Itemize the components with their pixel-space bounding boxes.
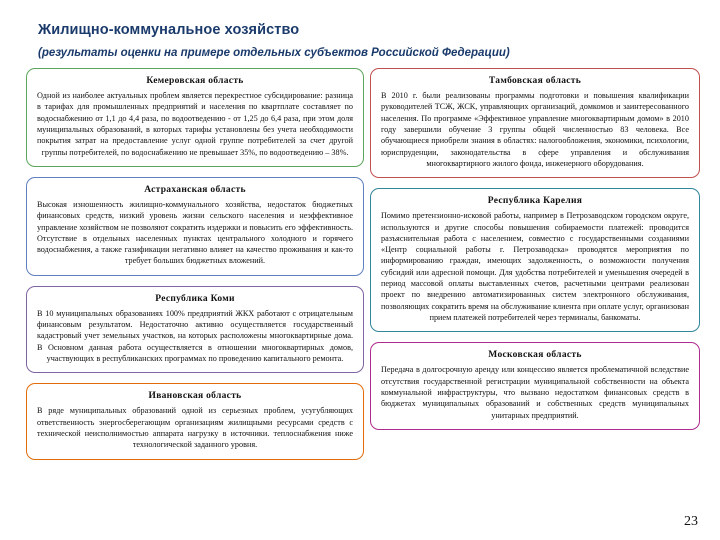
- page-title: Жилищно-коммунальное хозяйство: [38, 22, 300, 38]
- region-card-text: В 2010 г. были реализованы программы подготовки и повышения квалификации руководителей ТСЖ, ЖСК, управляющих организаций, домкомов и заинтересованного населения. По программе «Эффективное управление многоквартирным домом» в 2010 году завершили обучение 3 группы общей численностью 83 человека. Все обучающиеся приобрели знания в областях: налогообложения, экономики, психологии, юриспруденции, законодательства в сфере управления и обслуживания многоквартирного жилого фонда, инженерного оборудования.: [381, 91, 689, 168]
- region-card-title: Республика Коми: [155, 293, 235, 304]
- page-subtitle: (результаты оценки на примере отдельных субъектов Российской Федерации): [38, 47, 510, 59]
- region-card-moscow-oblast: [370, 342, 700, 430]
- region-card-text: Передача в долгосрочную аренду или концессию является проблематичной вследствие отсутствия государственной регистрации муниципальной собственности на объекта коммунальной инфраструктуры, что вызвано недостатком финансовых средств в бюджетах муниципальных образований и собственных средств муниципальных унитарных предприятий.: [381, 365, 689, 420]
- region-card-text: В 10 муниципальных образованиях 100% предприятий ЖКХ работают с отрицательным финансовым результатом. Недостаточно активно осуществляется государственный кадастровый учет земельных участков, на которых расположены многоквартирные дома. В Основном данная работа осуществляется в отношении многоквартирных домов, участвующих в республиканских программах по проведению капитального ремонта.: [37, 308, 353, 363]
- region-card-text: Одной из наиболее актуальных проблем является перекрестное субсидирование: разница в тарифах для промышленных предприятий и населения по квартплате составляет по водоснабжению от 1,1 до 4,4 раза, по водоотведению - от 1,25 до 6,4 раза, при этом доля муниципальных образований, в которых тарифы установлены без учета необходимости покрытия затрат на предоставление услуг одной группе потребителей за счет другой группы потребителей, по водоснабжению не превышает 35%, по водоотведению – 38%.: [37, 91, 353, 157]
- region-card-title: Тамбовская область: [488, 76, 582, 86]
- region-card-ivanovo: [26, 383, 364, 459]
- region-card-title: Республика Карелия: [487, 196, 583, 207]
- region-card-tambov: [370, 68, 700, 178]
- page-number: 23: [684, 514, 698, 529]
- region-card-title: Московская область: [488, 350, 582, 361]
- region-card-kareliya: [370, 188, 700, 332]
- region-card-komi: [26, 286, 364, 374]
- region-card-title: Кемеровская область: [146, 76, 244, 86]
- title-block: [38, 22, 698, 59]
- right-column: [370, 68, 700, 440]
- region-card-title: Астраханская область: [144, 184, 246, 195]
- region-card-astrakhan: [26, 177, 364, 276]
- region-card-text: Высокая изношенность жилищно-коммунального хозяйства, недостаток бюджетных финансовых средств, низкий уровень жизни сельского населения и неэффективное управление хозяйством не позволяют сократить издержки и повысить его эффективность. Отсутствие в отдельных населенных пунктах центрального холодного и горячего водоснабжения, а также газификации негативно влияет на качество проживания и как-то требует больших бюджетных вложений.: [37, 199, 353, 266]
- region-card-kemerovo: [26, 68, 364, 167]
- region-card-text: Помимо претензионно-исковой работы, например в Петрозаводском городском округе, используются и другие способы повышения собираемости платежей: проводится разъяснительная работа с населением, совместно с государственными созданиями «Центр социальной работы г. Петрозаводска» проводятся мероприятия по информированию граждан, имеющих задолженность, о возможности получения субсидий или адресной помощи. Для удобства потребителей и уменьшения очередей в период массовой оплаты выставленных счетов, расчетными центрами реализован проект по внедрению автоматизированных систем электронного обслуживания, позволяющих сократить время на обслуживание клиента при оплате услуг, организован прием платежей потребителей через терминалы, банкоматы.: [381, 211, 689, 322]
- region-card-title: Ивановская область: [148, 391, 242, 402]
- left-column: [26, 68, 364, 470]
- region-card-text: В ряде муниципальных образований одной из серьезных проблем, усугубляющих ответственность энергосберегающим организациям жилищными ресурсами средств с технической неисполнимостью аппарата нагрузку в источники. теплоснабжения ниже технологической заданного уровня.: [37, 406, 353, 450]
